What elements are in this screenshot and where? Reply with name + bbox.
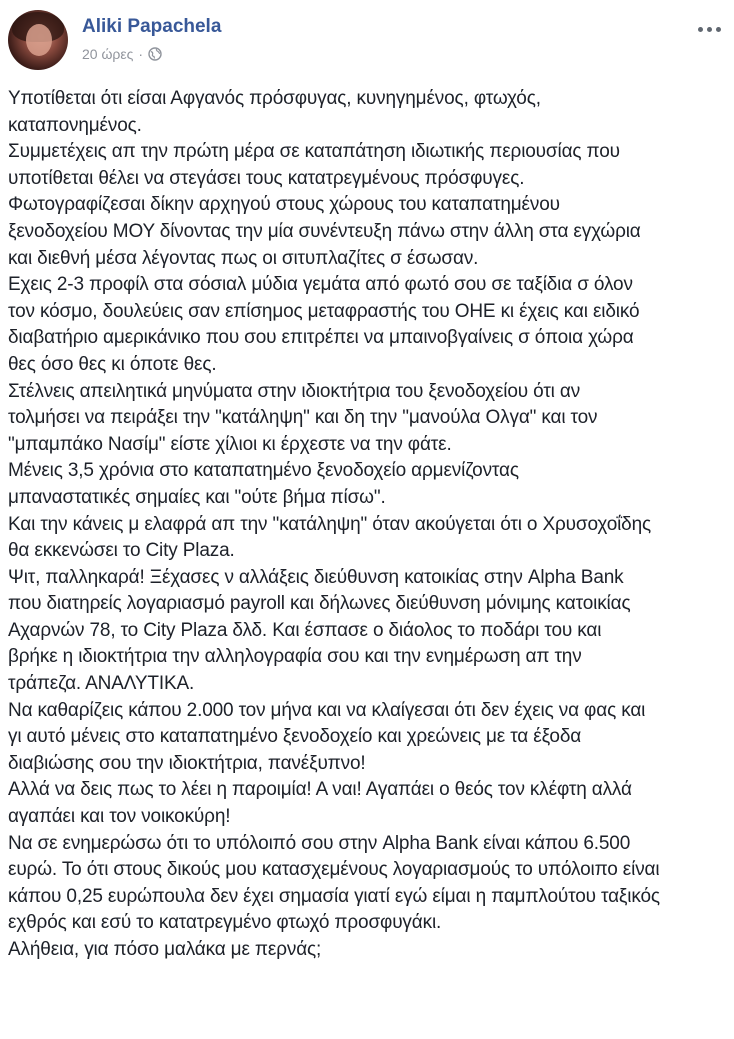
post-text-line: Μένεις 3,5 χρόνια στο καταπατημένο ξενοδοχείο αρμενίζοντας [8,460,519,482]
post-text [8,86,724,964]
post-text-line: Αχαρνών 78, το City Plaza δλδ. Και έσπασε ο διάολος το ποδάρι του και [8,619,602,641]
post-text-line: Αλλά να δεις πως το λέει η παροιμία! Α ναι! Αγαπάει ο θεός τον κλέφτη αλλά [8,779,632,801]
post-text-line: υποτίθεται θέλει να στεγάσει τους κατατρεγμένους πρόσφυγες. [8,167,525,189]
post-text-line: που διατηρείς λογαριασμό payroll και δήλωνες διεύθυνση μόνιμης κατοικίας [8,593,631,615]
post-text-line: Και την κάνεις μ ελαφρά απ την "κατάληψη" όταν ακούγεται ότι ο Χρυσοχοΐδης [8,513,652,535]
more-options-icon[interactable] [694,20,724,38]
post-text-line: Συμμετέχεις απ την πρώτη μέρα σε καταπάτηση ιδιωτικής περιουσίας που [8,141,620,163]
author-name-link[interactable]: Aliki Papachela [82,16,222,37]
post-text-line: τράπεζα. ΑΝΑΛΥΤΙΚΑ. [8,673,195,695]
post-header [8,10,726,70]
post-text-line: θες όσο θες κι όποτε θες. [8,353,217,375]
post-text-line: Φωτογραφίζεσαι δίκην αρχηγού στους χώρους του καταπατημένου [8,194,560,216]
post-text-line: τολμήσει να πειράξει την "κατάληψη" και δη την "μανούλα Ολγα" και τον [8,407,598,429]
globe-icon[interactable] [148,47,162,61]
post-text-line: κάπου 0,25 ευρώπουλα δεν έχει σημασία γιατί εγώ είμαι η παμπλούτου ταξικός [8,885,660,907]
post-text-line: Ψιτ, παλληκαρά! Ξέχασες ν αλλάξεις διεύθυνση κατοικίας στην Alpha Bank [8,566,624,588]
post-text-line: Στέλνεις απειλητικά μηνύματα στην ιδιοκτήτρια του ξενοδοχείου ότι αν [8,380,581,402]
post-text-line: μπαναστατικές σημαίες και "ούτε βήμα πίσω". [8,486,386,508]
post-text-line: Υποτίθεται ότι είσαι Αφγανός πρόσφυγας, κυνηγημένος, φτωχός, [8,88,541,109]
post-text-line: αγαπάει και τον νοικοκύρη! [8,806,231,828]
post-timestamp[interactable]: 20 ώρες [82,46,134,62]
post-text-line: "μπαμπάκο Νασίμ" είστε χίλιοι κι έρχεστε να την φάτε. [8,433,452,455]
post-text-line: και διεθνή μέσα λέγοντας πως οι σιτυπλαζίτες σ έσωσαν. [8,247,479,269]
post-text-line: βρήκε η ιδιοκτήτρια την αλληλογραφία σου και την ενημέρωση απ την [8,646,582,668]
post-text-line: γι αυτό μένεις στο καταπατημένο ξενοδοχείο και χρεώνεις με τα έξοδα [8,726,582,748]
author-avatar[interactable] [8,10,68,70]
post-text-line: εχθρός και εσύ το κατατρεγμένο φτωχό προσφυγάκι. [8,912,442,934]
post-text-line: τον κόσμο, δουλεύεις σαν επίσημος μεταφραστής του ΟΗΕ κι έχεις και ειδικό [8,300,640,322]
post-text-line: ξενοδοχείου ΜΟΥ δίνοντας την μία συνέντευξη πάνω στην άλλη στα εγχώρια [8,220,641,242]
post-text-line: Αλήθεια, για πόσο μαλάκα με περνάς; [8,939,322,960]
meta-separator: · [138,46,144,62]
post-text-line: διαβατήριο αμερικάνικο που σου επιτρέπει να μπαινοβγαίνεις σ όποια χώρα [8,327,634,349]
post-text-line: καταπονημένος. [8,114,142,136]
post-text-line: Να σε ενημερώσω ότι το υπόλοιπό σου στην Alpha Bank είναι κάπου 6.500 [8,832,631,854]
post-text-line: ευρώ. Το ότι στους δικούς μου κατασχεμένους λογαριασμούς το υπόλοιπο είναι [8,859,660,881]
avatar-face [26,24,52,56]
post-meta [82,46,162,62]
post-text-line: Να καθαρίζεις κάπου 2.000 τον μήνα και να κλαίγεσαι ότι δεν έχεις να φας και [8,699,646,721]
post-text-line: Εχεις 2-3 προφίλ στα σόσιαλ μύδια γεμάτα από φωτό σου σε ταξίδια σ όλον [8,274,633,296]
post-text-line: διαβιώσης σου την ιδιοκτήτρια, πανέξυπνο! [8,752,366,774]
post-text-line: θα εκκενώσει το City Plaza. [8,540,235,562]
